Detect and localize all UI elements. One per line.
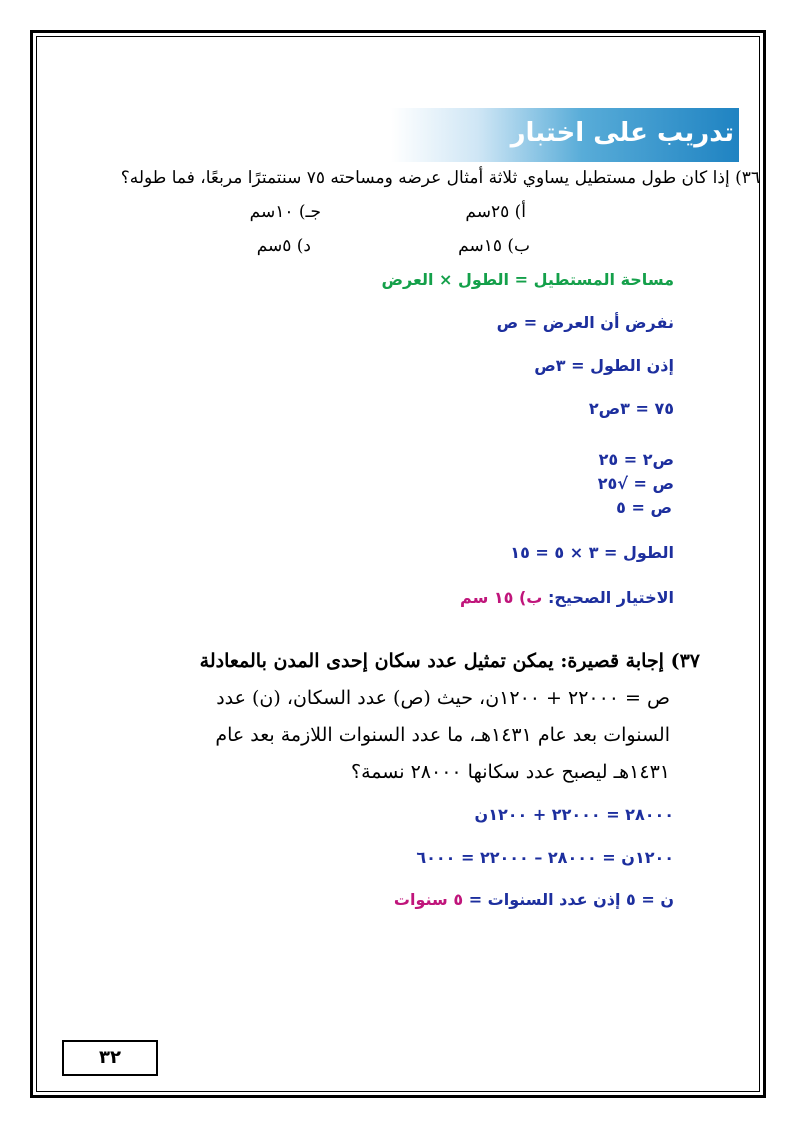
q37-line-3: السنوات بعد عام ١٤٣١هـ، ما عدد السنوات اللازمة بعد عام xyxy=(215,724,670,746)
page-border-inner xyxy=(36,36,760,1092)
q37-line-1: ٣٧) إجابة قصيرة: يمكن تمثيل عدد سكان إحدى المدن بالمعادلة xyxy=(199,650,700,672)
q36-length: إذن الطول = ٣ص xyxy=(534,356,674,375)
q37-solution-answer: ٥ سنوات xyxy=(393,890,464,909)
q36-formula: مساحة المستطيل = الطول × العرض xyxy=(381,270,674,289)
q36-equation: ٧٥ = ٣ص٢ xyxy=(588,399,674,418)
q36-length-calc: الطول = ٣ × ٥ = ١٥ xyxy=(510,543,674,562)
q36-answer-label: الاختيار الصحيح: xyxy=(547,588,674,607)
page-number: ٣٢ xyxy=(62,1040,158,1076)
q37-solution-line-3 xyxy=(394,890,674,909)
q36-answer xyxy=(460,588,674,607)
section-title: تدريب على اختبار xyxy=(510,118,734,148)
q37-solution-line-2: ١٢٠٠ن = ٢٨٠٠٠ – ٢٢٠٠٠ = ٦٠٠٠ xyxy=(416,848,674,867)
q36-step3: ص = ٥ xyxy=(616,498,672,517)
q36-answer-value: ب) ١٥ سم xyxy=(460,588,543,607)
q37-line-4: ١٤٣١هـ ليصبح عدد سكانها ٢٨٠٠٠ نسمة؟ xyxy=(351,761,670,783)
q36-assume: نفرض أن العرض = ص xyxy=(496,313,674,332)
q37-solution-line-1: ٢٨٠٠٠ = ٢٢٠٠٠ + ١٢٠٠ن xyxy=(474,805,674,824)
q36-option-d: د) ٥سم xyxy=(256,236,311,256)
q37-line-2: ص = ٢٢٠٠٠ + ١٢٠٠ن، حيث (ص) عدد السكان، (ن) عدد xyxy=(216,687,670,709)
q36-option-c: جـ) ١٠سم xyxy=(249,202,321,222)
q36-text: ٣٦) إذا كان طول مستطيل يساوي ثلاثة أمثال عرضه ومساحته ٧٥ سنتمترًا مربعًا، فما طوله؟ xyxy=(120,168,760,188)
q36-option-b: ب) ١٥سم xyxy=(458,236,530,256)
q36-step2: ص = √٢٥ xyxy=(597,474,674,493)
q37-solution-line-3-text: ن = ٥ إذن عدد السنوات = xyxy=(468,890,674,909)
q36-step1: ص٢ = ٢٥ xyxy=(598,450,674,469)
q36-option-a: أ) ٢٥سم xyxy=(465,202,526,222)
